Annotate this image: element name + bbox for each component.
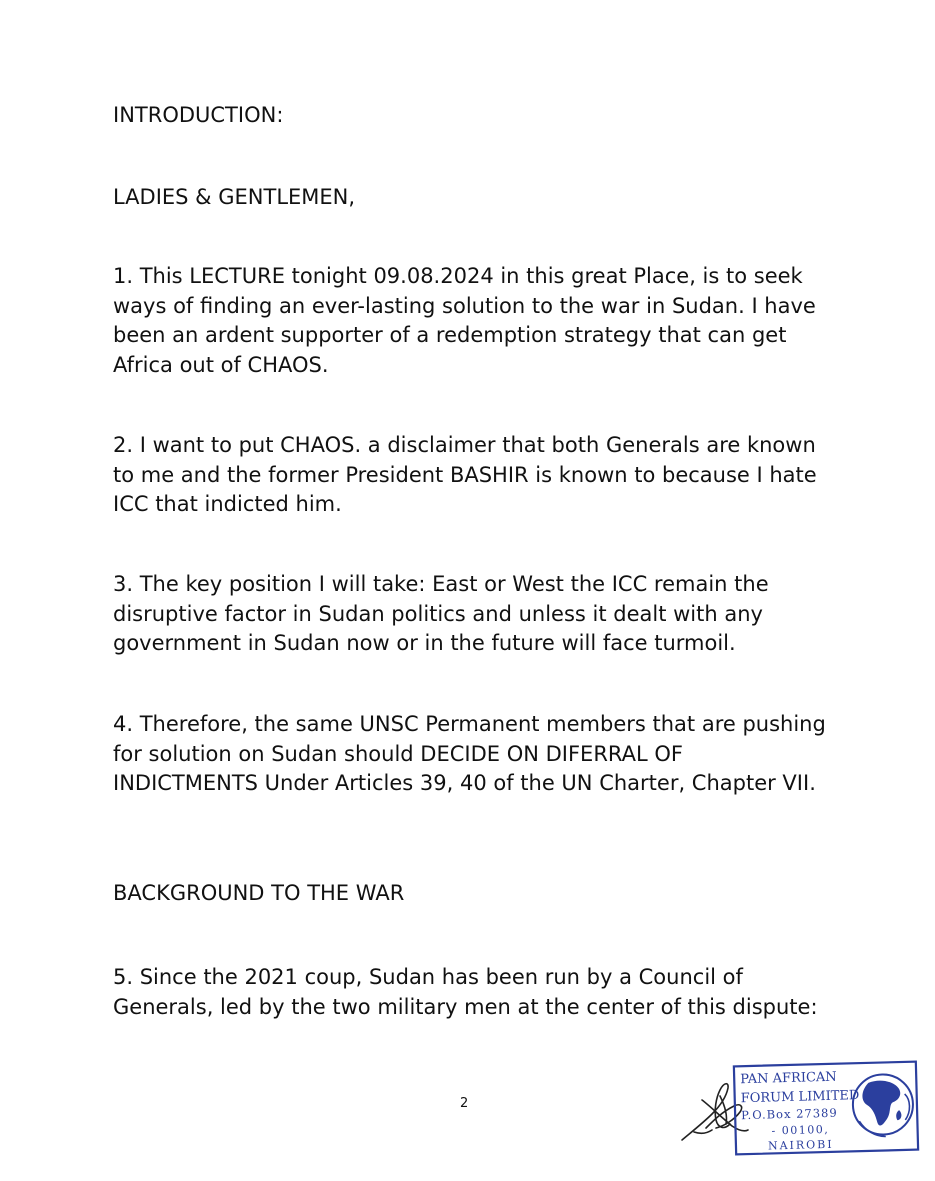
intro-heading: INTRODUCTION: <box>113 103 284 127</box>
paragraph-2: 2. I want to put CHAOS. a disclaimer that both Generals are known to me and the former President BASHIR is known to because I hate ICC that indicted him. <box>113 433 817 516</box>
paragraph-3: 3. The key position I will take: East or West the ICC remain the disruptive factor in Sudan politics and unless it dealt with any government in Sudan now or in the future will face turmoil. <box>113 572 769 655</box>
paragraph-5: 5. Since the 2021 coup, Sudan has been run by a Council of Generals, led by the two military men at the center of this dispute: <box>113 965 818 1019</box>
stamp-line-4: - 00100, <box>771 1122 830 1138</box>
stamp-line-2: FORUM LIMITED <box>740 1088 860 1107</box>
page-number: 2 <box>460 1096 469 1111</box>
salutation: LADIES & GENTLEMEN, <box>113 185 356 209</box>
stamp-line-5: NAIROBI <box>767 1137 834 1153</box>
company-stamp <box>732 1060 920 1157</box>
stamp-line-1: PAN AFRICAN <box>740 1069 837 1088</box>
paragraph-4: 4. Therefore, the same UNSC Permanent members that are pushing for solution on Sudan should DECIDE ON DIFERRAL OF INDICTMENTS Under Articles 39, 40 of the UN Charter, Chapter VII. <box>113 712 826 795</box>
paragraph-1: 1. This LECTURE tonight 09.08.2024 in this great Place, is to seek ways of finding an ever-lasting solution to the war in Sudan. I have been an ardent supporter of a redemption strategy that can get Africa out of CHAOS. <box>113 264 816 377</box>
africa-globe-icon <box>852 1074 914 1138</box>
background-heading: BACKGROUND TO THE WAR <box>113 881 405 905</box>
stamp-line-3: P.O.Box 27389 <box>740 1105 838 1123</box>
